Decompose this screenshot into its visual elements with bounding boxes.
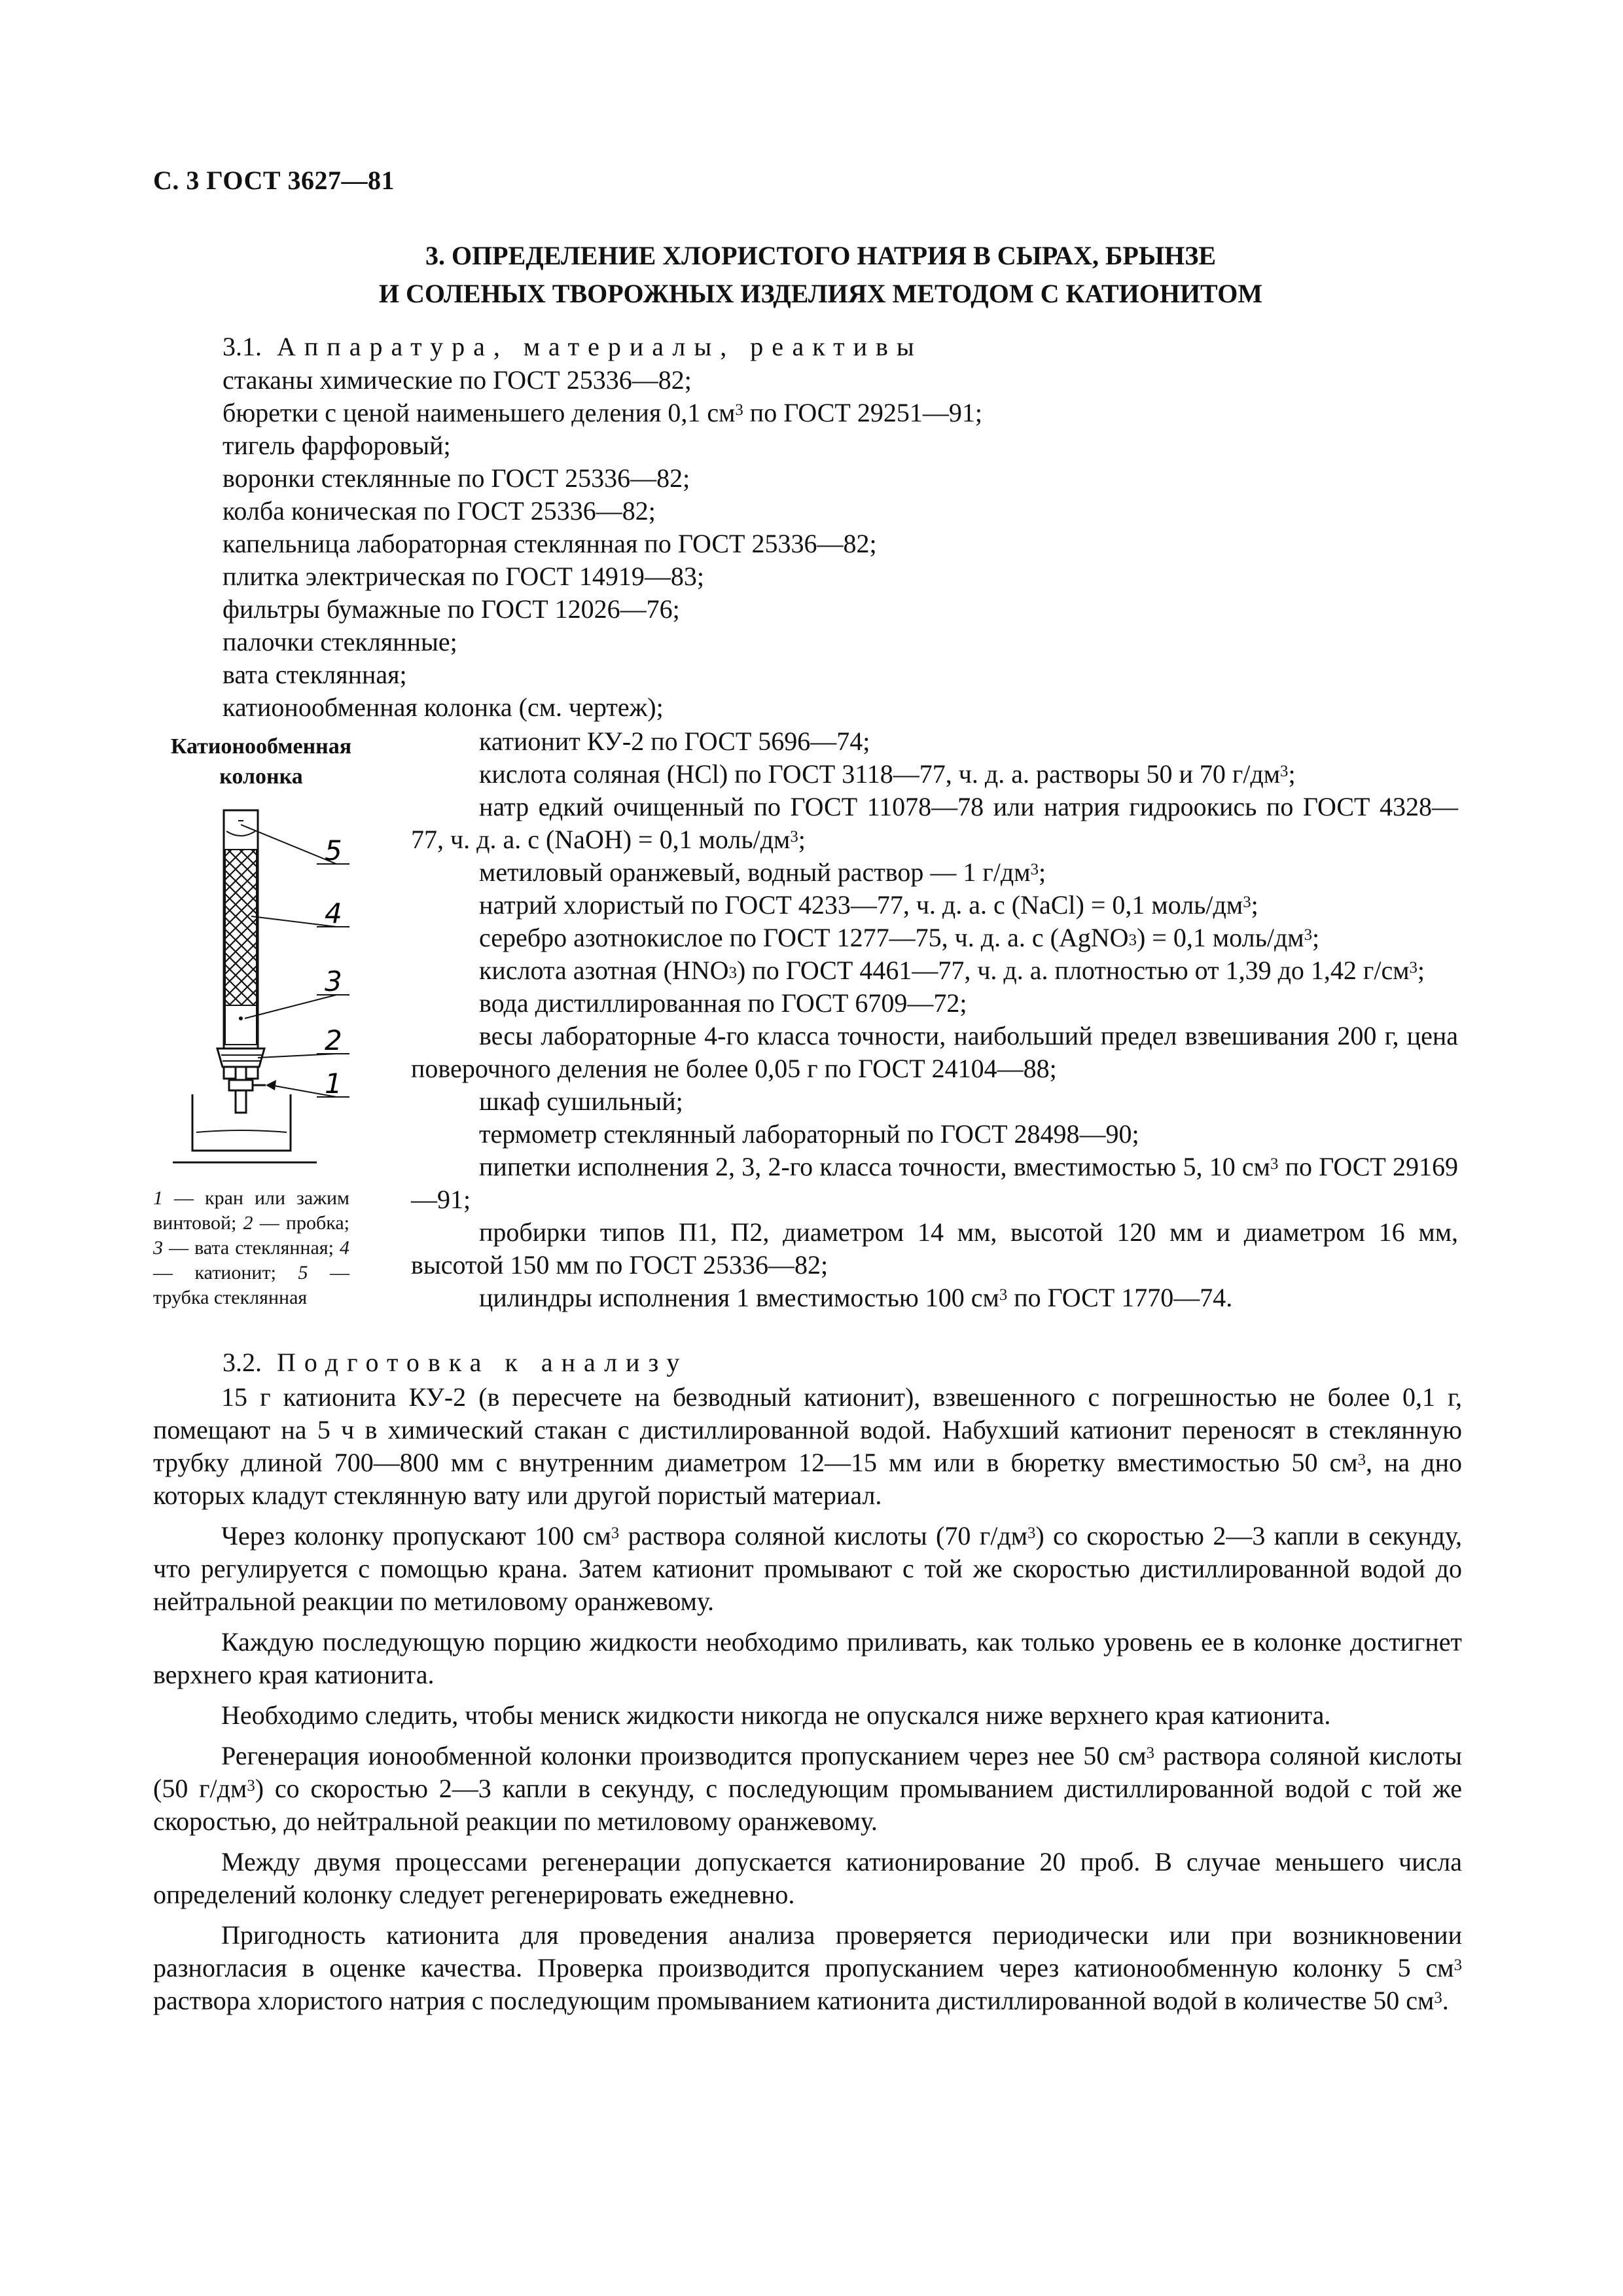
paragraph: Необходимо следить, чтобы мениск жидкости никогда не опускался ниже верхнего края катионита. [221, 1700, 1331, 1730]
list-item: термометр стеклянный лабораторный по ГОСТ 28498—90; [479, 1119, 1139, 1149]
subsection-3-2-body [153, 1381, 1462, 2025]
list-item: плитка электрическая по ГОСТ 14919—83; [223, 562, 705, 591]
figure-label-5: 5 [325, 834, 342, 867]
subsection-3-2-heading [223, 1347, 688, 1378]
list-item: кислота соляная (HCl) по ГОСТ 3118—77, ч. д. а. растворы 50 и 70 $г/дм^3$; [479, 759, 1296, 789]
list-item: бюретки с ценой наименьшего деления 0,1 $см^3$ по ГОСТ 29251—91; [223, 398, 982, 427]
list-item: весы лабораторные 4-го класса точности, наибольший предел взвешивания 200 г, цена поверочного деления не более 0,05 г по ГОСТ 24104—88; [411, 1021, 1458, 1083]
list-item: катионообменная колонка (см. чертеж); [223, 692, 664, 722]
list-item: натр едкий очищенный по ГОСТ 11078—78 или натрия гидроокись по ГОСТ 4328—77, ч. д. а. с (NaOH) = 0,1 моль/$дм^3$; [411, 792, 1458, 854]
list-item: шкаф сушильный; [479, 1086, 683, 1116]
subsection-heading-text: Аппаратура, материалы, реактивы [277, 332, 923, 361]
equipment-list [223, 364, 982, 724]
subsection-heading-text: Подготовка к анализу [277, 1348, 688, 1377]
list-item: пробирки типов П1, П2, диаметром 14 мм, высотой 120 мм и диаметром 16 мм, высотой 150 мм по ГОСТ 25336—82; [411, 1217, 1458, 1280]
figure-label-4: 4 [325, 897, 342, 929]
subsection-number: 3.2. [223, 1348, 262, 1377]
list-item: натрий хлористый по ГОСТ 4233—77, ч. д. а. с (NaCl) = 0,1 моль/$дм^3$; [479, 890, 1258, 920]
paragraph: Пригодность катионита для проведения анализа проверяется периодически или при возникновении разногласия в оценке качества. Проверка производится пропусканием через катионообменную колонку 5 $см^3$ раствора хлористого натрия с последующим промыванием катионита дистиллированной водой в количестве 50 $см^3$. [153, 1920, 1462, 2015]
list-item: метиловый оранжевый, водный раствор — 1 $г/дм^3$; [479, 857, 1046, 887]
list-item: катионит КУ-2 по ГОСТ 5696—74; [479, 726, 870, 756]
stopcock [229, 1080, 253, 1090]
list-item: пипетки исполнения 2, 3, 2-го класса точности, вместимостью 5, 10 $см^3$ по ГОСТ 29169—91; [411, 1152, 1459, 1214]
subsection-number: 3.1. [223, 332, 262, 361]
paragraph: 15 г катионита КУ-2 (в пересчете на безводный катионит), взвешенного с погрешностью не более 0,1 г, помещают на 5 ч в химический стакан с дистиллированной водой. Набухший катионит переносят в стеклянную трубку длиной 700—800 мм с внутренним диаметром 12—15 мм или в бюретку вместимостью 50 $см^3$, на дно которых кладут стеклянную вату или другой пористый материал. [153, 1382, 1462, 1510]
figure-caption-line-2: колонка [219, 764, 303, 789]
figure-label-1: 1 [325, 1067, 342, 1100]
section-title-line-1: 3. ОПРЕДЕЛЕНИЕ ХЛОРИСТОГО НАТРИЯ В СЫРАХ, БРЫНЗЕ [425, 241, 1217, 270]
paragraph: Регенерация ионообменной колонки производится пропусканием через нее 50 $см^3$ раствора соляной кислоты (50 $г/дм^3$) со скоростью 2—3 капли в секунду, с последующим промыванием дистиллированной водой с той же скоростью, до нейтральной реакции по метиловому оранжевому. [153, 1741, 1462, 1836]
list-item: вода дистиллированная по ГОСТ 6709—72; [479, 988, 967, 1018]
list-item: цилиндры исполнения 1 вместимостью 100 $см^3$ по ГОСТ 1770—74. [479, 1283, 1233, 1312]
list-item: капельница лабораторная стеклянная по ГОСТ 25336—82; [223, 529, 877, 558]
cation-resin [225, 850, 257, 1005]
subsection-3-1-heading [223, 331, 923, 362]
glass-wool [225, 1005, 257, 1045]
list-item: вата стеклянная; [223, 660, 407, 689]
page-header: С. 3 ГОСТ 3627—81 [153, 166, 395, 195]
reagents-list [411, 725, 1458, 1314]
list-item: фильтры бумажные по ГОСТ 12026—76; [223, 594, 680, 624]
figure-caption-line-1: Катионообменная [170, 734, 352, 759]
section-title [153, 237, 1488, 313]
list-item: серебро азотнокислое по ГОСТ 1277—75, ч. д. а. с (AgNO$_3$) = 0,1 моль/$дм^3$; [479, 923, 1320, 952]
section-title-line-2: И СОЛЕНЫХ ТВОРОЖНЫХ ИЗДЕЛИЯХ МЕТОДОМ С КАТИОНИТОМ [378, 279, 1263, 308]
figure-legend: 1 — кран или зажим винтовой; 2 — пробка; 3 — вата стеклянная; 4 — катионит; 5 — трубка стеклянная [153, 1187, 349, 1308]
list-item: воронки стеклянные по ГОСТ 25336—82; [223, 463, 690, 493]
list-item: колба коническая по ГОСТ 25336—82; [223, 496, 656, 526]
figure-label-3: 3 [325, 965, 342, 997]
paragraph: Через колонку пропускают 100 $см^3$ раствора соляной кислоты (70 $г/дм^3$) со скоростью 2—3 капли в секунду, что регулируется с помощью крана. Затем катионит промывают с той же скоростью дистиллированной водой до нейтральной реакции по метиловому оранжевому. [153, 1521, 1463, 1616]
figure-label-2: 2 [325, 1024, 342, 1056]
list-item: стаканы химические по ГОСТ 25336—82; [223, 365, 692, 395]
stopper [217, 1049, 264, 1067]
list-item: кислота азотная $(HNO_3)$ по ГОСТ 4461—77, ч. д. а. плотностью от 1,39 до 1,42 $г/см^3$; [479, 956, 1425, 985]
paragraph: Между двумя процессами регенерации допускается катионирование 20 проб. В случае меньшего числа определений колонку следует регенерировать ежедневно. [153, 1847, 1462, 1909]
list-item: палочки стеклянные; [223, 627, 457, 656]
cation-exchange-column-drawing [153, 798, 376, 1165]
paragraph: Каждую последующую порцию жидкости необходимо приливать, как только уровень ее в колонке достигнет верхнего края катионита. [153, 1627, 1462, 1689]
list-item: тигель фарфоровый; [223, 431, 451, 460]
figure-caption [153, 732, 369, 792]
